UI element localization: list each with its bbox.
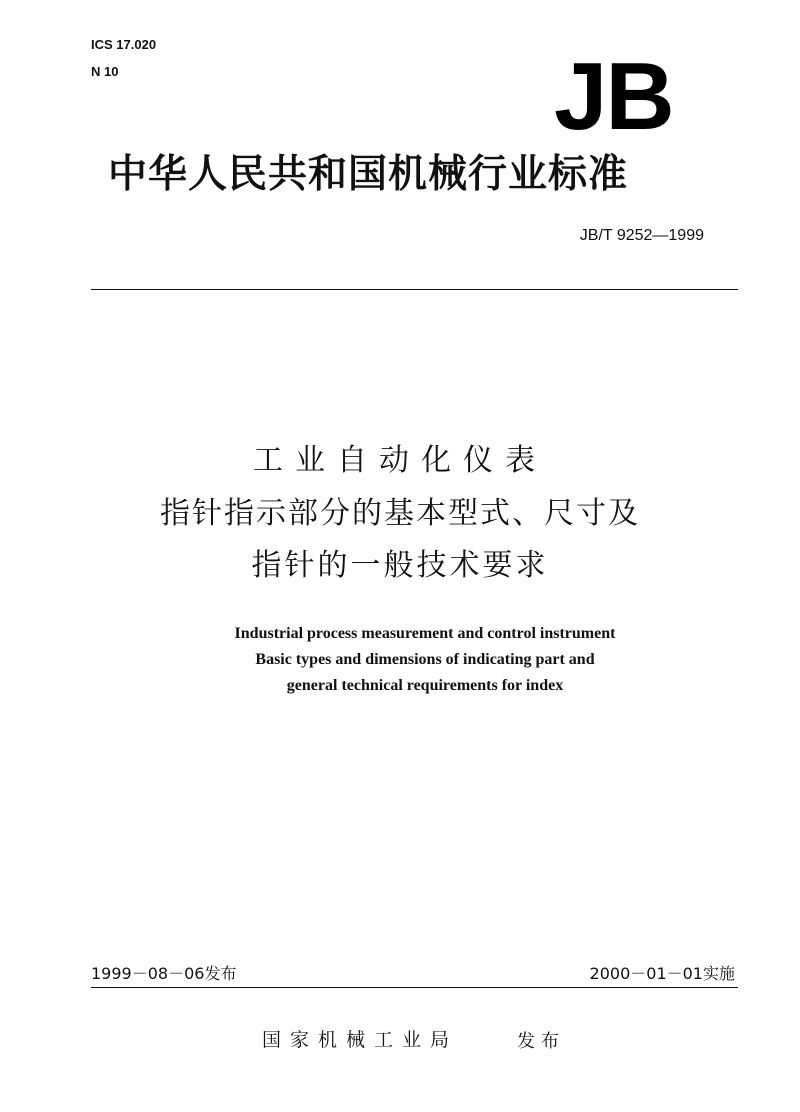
effective-date: 2000－01－01实施 xyxy=(589,964,735,983)
english-title-line-2: Basic types and dimensions of indicating part and xyxy=(255,651,595,668)
chinese-title-line-3: 指针的一般技术要求 xyxy=(251,548,549,583)
standard-number: JB/T 9252—1999 xyxy=(579,227,704,244)
ics-code: ICS 17.020 xyxy=(91,37,157,52)
top-divider xyxy=(91,289,738,290)
chinese-title-line-1: 工业自动化仪表 xyxy=(253,443,547,478)
publisher: 国家机械工业局 xyxy=(262,1029,459,1051)
published-label: 发布 xyxy=(517,1031,565,1052)
jb-logo: JB xyxy=(554,43,673,150)
english-title-line-1: Industrial process measurement and control instrument xyxy=(234,625,616,642)
classification-code: N 10 xyxy=(91,64,119,79)
bottom-divider xyxy=(91,987,738,988)
standard-title: 中华人民共和国机械行业标准 xyxy=(108,152,629,197)
english-title-line-3: general technical requirements for index xyxy=(286,677,564,694)
issue-date: 1999－08－06发布 xyxy=(91,964,237,983)
chinese-title-line-2: 指针指示部分的基本型式、尺寸及 xyxy=(160,496,640,531)
